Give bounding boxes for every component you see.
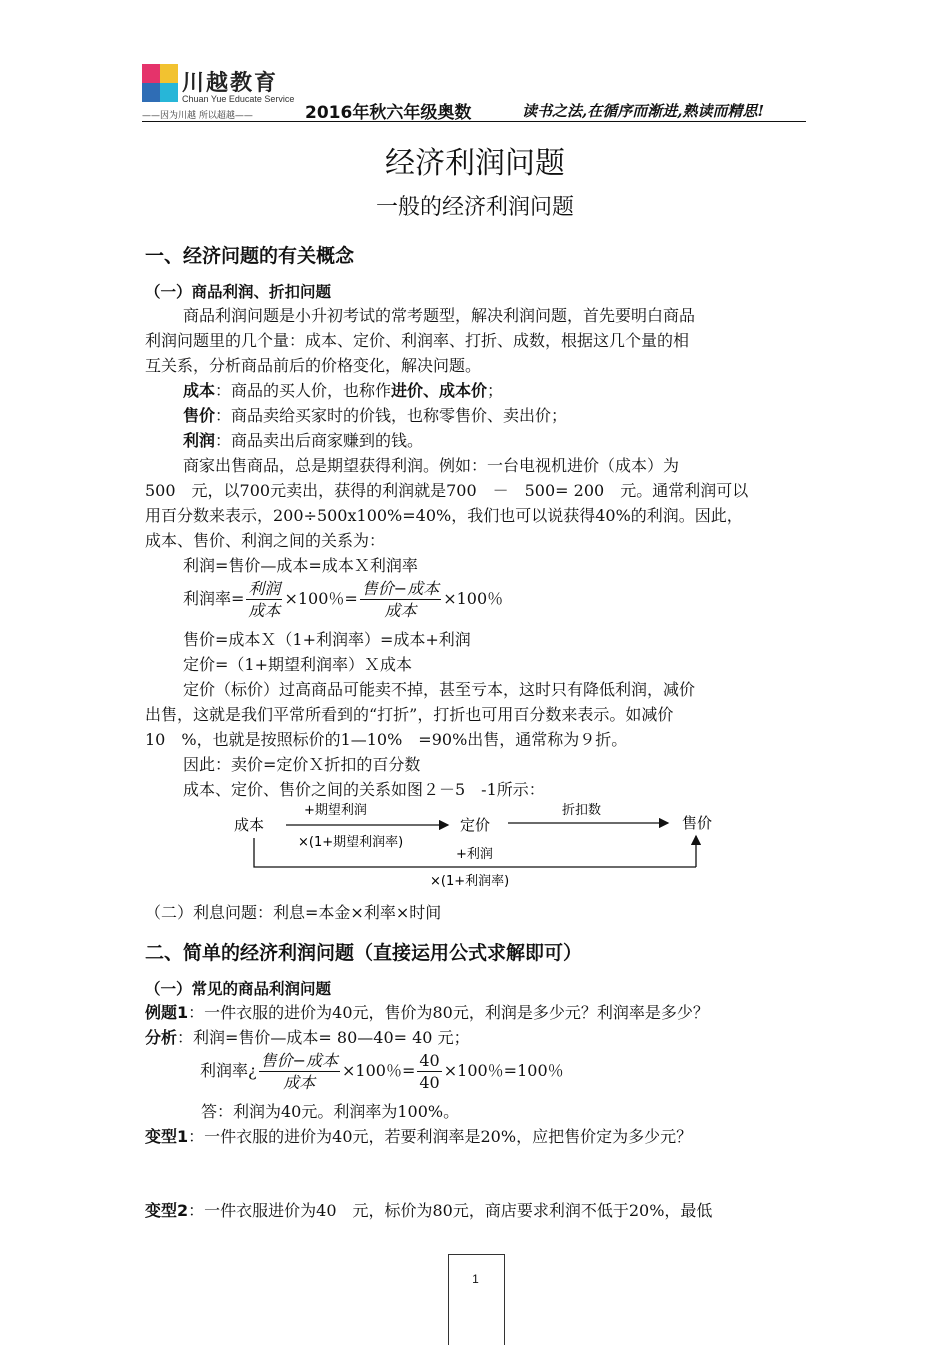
formula-profit-rate: [183, 578, 503, 621]
answer-1: 答：利润为40元。利润率为100%。: [201, 1102, 460, 1121]
para-2-line-1: 商家出售商品，总是期望获得利润。例如：一台电视机进价（成本）为: [183, 456, 680, 475]
para-2-line-4: 成本、售价、利润之间的关系为：: [145, 531, 386, 550]
analysis-1: [145, 1025, 470, 1050]
variant-2-text: ：一件衣服进价为40 元，标价为80元，商店要求利润不低于20%，最低: [188, 1201, 713, 1220]
para-3-line-1: 定价（标价）过高商品可能卖不掉，甚至亏本，这时只有降低利润，减价: [183, 680, 696, 699]
diagram-cost-label: 成本: [234, 816, 265, 834]
formula-example-mid: ×100％=: [342, 1061, 416, 1080]
price-relation-diagram: [220, 796, 740, 892]
fraction-denominator: 40: [419, 1073, 440, 1092]
header-title: 2016年秋六年级奥数: [305, 103, 472, 123]
header-motto: 读书之法,在循序而渐进,熟读而精思!: [522, 102, 765, 120]
page-number: 1: [472, 1272, 479, 1286]
fraction-profit-over-cost: [246, 578, 282, 621]
variant-2-label: 变型2: [145, 1201, 189, 1220]
para-2-line-2: 500 元，以700元卖出，获得的利润就是700 － 500= 200 元。通常利润可以: [145, 481, 749, 500]
definition-cost-label: 成本: [183, 381, 216, 400]
diagram-profit-label: +利润: [456, 847, 493, 862]
para-1-line-1: 商品利润问题是小升初考试的常考题型，解决利润问题，首先要明白商品: [183, 306, 696, 325]
page-title: 经济利润问题: [385, 146, 565, 181]
formula-example-profit-rate: [200, 1050, 564, 1093]
para-1-line-2: 利润问题里的几个量：成本、定价、利润率、打折、成数，根据这几个量的相: [145, 331, 690, 350]
definition-cost-text: ：商品的买人价，也称作: [215, 381, 392, 400]
analysis-1-label: 分析: [145, 1028, 178, 1047]
formula-example-lhs: 利润率¿: [200, 1061, 257, 1080]
diagram-expected-rate-label: ×(1+期望利润率): [298, 835, 404, 850]
formula-example-end: ×100％=100％: [443, 1061, 564, 1080]
definition-profit-label: 利润: [183, 431, 216, 450]
variant-1-text: ：一件衣服的进价为40元，若要利润率是20%，应把售价定为多少元？: [188, 1127, 693, 1146]
diagram-sale-price-label: 售价: [682, 814, 713, 832]
section-1-heading: 一、经济问题的有关概念: [145, 245, 355, 267]
diagram-profit-rate-label: ×(1+利润率): [430, 874, 510, 889]
para-4: 因此：卖价=定价Ｘ折扣的百分数: [183, 755, 421, 774]
example-1-label: 例题1: [145, 1003, 189, 1022]
variant-1-label: 变型1: [145, 1127, 189, 1146]
fraction-40-over-40: [417, 1050, 441, 1093]
definition-sale-price-label: 售价: [183, 406, 216, 425]
fraction-price-minus-cost-over-cost: [259, 1050, 340, 1093]
variant-1: [145, 1124, 692, 1149]
para-5: 成本、定价、售价之间的关系如图２－5 -1所示：: [183, 780, 545, 799]
example-1-text: ：一件衣服的进价为40元，售价为80元，利润是多少元？利润率是多少？: [188, 1003, 709, 1022]
definition-cost-end: ；: [487, 381, 504, 400]
formula-profit-rate-end: ×100％: [443, 589, 504, 608]
fraction-numerator: 40: [419, 1051, 440, 1070]
formula-profit-rate-lhs: 利润率=: [183, 589, 245, 608]
fraction-numerator: 售价−成本: [260, 1051, 339, 1070]
section-2-heading: 二、简单的经济利润问题（直接运用公式求解即可）: [145, 942, 583, 964]
variant-2: [145, 1198, 712, 1223]
formula-list-price: 定价=（1+期望利润率）Ｘ成本: [183, 655, 412, 674]
diagram-expected-profit-label: +期望利润: [304, 803, 367, 818]
logo-english-name: Chuan Yue Educate Service: [182, 94, 295, 104]
formula-profit: 利润=售价—成本=成本Ｘ利润率: [183, 556, 418, 575]
diagram-list-price-label: 定价: [460, 816, 491, 834]
section-1-sub-2-heading: （二）利息问题：利息=本金×利率×时间: [145, 903, 442, 922]
section-1-sub-1-heading: （一）商品利润、折扣问题: [145, 283, 332, 301]
formula-sale-price: 售价=成本Ｘ（1+利润率）=成本+利润: [183, 630, 471, 649]
page-number-box: [448, 1254, 505, 1345]
para-1-line-3: 互关系，分析商品前后的价格变化，解决问题。: [145, 356, 482, 375]
definition-sale-price: [183, 403, 567, 428]
page-subtitle: 一般的经济利润问题: [375, 195, 574, 220]
logo-mark: [142, 64, 178, 102]
section-2-sub-1-heading: （一）常见的商品利润问题: [145, 980, 332, 998]
logo-chinese-name: 川越教育: [182, 70, 279, 96]
analysis-1-text: ：利润=售价—成本= 80—40= 40 元；: [177, 1028, 470, 1047]
logo-slogan: ——因为川越 所以超越——: [142, 111, 253, 121]
fraction-price-minus-cost-over-cost: [360, 578, 441, 621]
definition-cost-bold: 进价、成本价: [391, 381, 488, 400]
definition-sale-price-text: ：商品卖给买家时的价钱，也称零售价、卖出价；: [215, 406, 568, 425]
para-3-line-3: 10 %，也就是按照标价的1—10% =90%出售，通常称为９折。: [145, 730, 628, 749]
fraction-denominator: 成本: [283, 1073, 316, 1092]
definition-profit-text: ：商品卖出后商家赚到的钱。: [215, 431, 424, 450]
fraction-numerator: 利润: [248, 579, 281, 598]
diagram-discount-label: 折扣数: [562, 803, 602, 818]
fraction-denominator: 成本: [384, 601, 417, 620]
logo: [142, 64, 295, 122]
definition-profit: [183, 428, 423, 453]
fraction-numerator: 售价−成本: [361, 579, 440, 598]
header-rule: [142, 121, 806, 122]
para-2-line-3: 用百分数来表示，200÷500x100%=40%，我们也可以说获得40%的利润。因此，: [145, 506, 743, 525]
para-3-line-2: 出售，这就是我们平常所看到的“打折”，打折也可用百分数来表示。如减价: [145, 705, 674, 724]
fraction-denominator: 成本: [248, 601, 281, 620]
example-1: [145, 1000, 709, 1025]
formula-profit-rate-mid: ×100％=: [284, 589, 358, 608]
definition-cost: [183, 378, 503, 403]
